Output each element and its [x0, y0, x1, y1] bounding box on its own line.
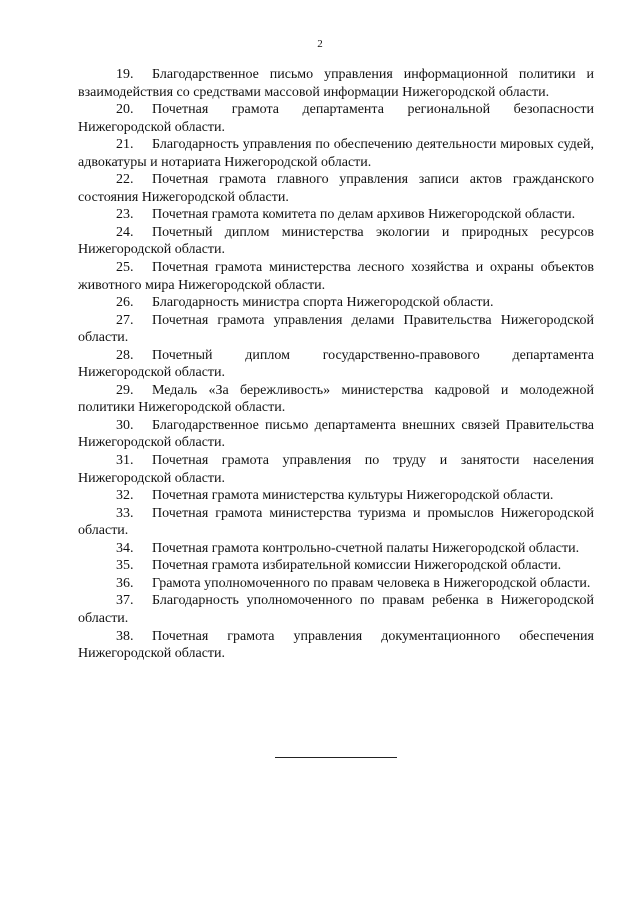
list-item [78, 294, 594, 312]
item-number: 22. [116, 172, 134, 188]
list-item [78, 575, 594, 593]
list-item [78, 101, 594, 136]
item-text: Почетная грамота департамента региональной безопасности Нижегородской области. [78, 102, 594, 135]
item-number: 28. [116, 347, 134, 363]
list-item [78, 171, 594, 206]
item-number: 19. [116, 67, 134, 82]
list-item [78, 312, 594, 347]
item-number: 37. [116, 593, 134, 609]
list-item [78, 136, 594, 171]
item-text: Медаль «За бережливость» министерства кадровой и молодежной политики Нижегородской области. [78, 382, 594, 416]
list-item [78, 382, 594, 417]
item-text: Почетная грамота главного управления записи актов гражданского состояния Нижегородской области. [78, 172, 594, 205]
item-number: 23. [116, 207, 134, 223]
list-item [78, 206, 594, 224]
item-text: Почетная грамота министерства туризма и промыслов Нижегородской области. [78, 505, 594, 539]
item-number: 34. [116, 540, 134, 556]
item-number: 31. [116, 453, 134, 469]
item-text: Почетная грамота управления документационного обеспечения Нижегородской области. [78, 628, 594, 662]
item-number: 27. [116, 312, 134, 328]
end-separator-line [275, 757, 397, 758]
item-number: 36. [116, 575, 134, 591]
item-text: Благодарность министра спорта Нижегородской области. [152, 295, 494, 311]
item-text: Почетный диплом министерства экологии и природных ресурсов Нижегородской области. [78, 224, 594, 258]
item-number: 33. [116, 505, 134, 521]
item-number: 25. [116, 260, 134, 276]
item-number: 38. [116, 628, 134, 644]
list-item [78, 259, 594, 294]
item-number: 29. [116, 382, 134, 398]
item-number: 26. [116, 295, 134, 311]
list-item [78, 224, 594, 259]
list-item [78, 347, 594, 382]
list-item [78, 557, 594, 575]
item-text: Благодарность управления по обеспечению деятельности мировых судей, адвокатуры и нотариата Нижегородской области. [78, 137, 594, 170]
list-item [78, 452, 594, 487]
item-text: Почетная грамота министерства культуры Нижегородской области. [152, 488, 554, 504]
item-text: Благодарственное письмо департамента внешних связей Правительства Нижегородской области. [78, 417, 594, 451]
item-number: 35. [116, 558, 134, 574]
item-text: Почетная грамота управления делами Правительства Нижегородской области. [78, 312, 594, 346]
list-item [78, 417, 594, 452]
list-item [78, 540, 594, 558]
item-text: Благодарность уполномоченного по правам ребенка в Нижегородской области. [78, 593, 594, 626]
item-text: Почетный диплом государственно-правового департамента Нижегородской области. [78, 347, 594, 381]
item-number: 20. [116, 102, 134, 118]
item-text: Благодарственное письмо управления информационной политики и взаимодействия со средствами массовой информации Нижегородской области. [78, 67, 594, 100]
item-text: Почетная грамота министерства лесного хозяйства и охраны объектов животного мира Нижегородской области. [78, 260, 594, 293]
item-number: 32. [116, 488, 134, 504]
item-number: 30. [116, 417, 134, 433]
item-text: Грамота уполномоченного по правам человека в Нижегородской области. [152, 575, 591, 591]
item-text: Почетная грамота избирательной комиссии Нижегородской области. [152, 558, 562, 574]
list-item [78, 66, 594, 101]
item-number: 21. [116, 137, 134, 153]
item-text: Почетная грамота комитета по делам архивов Нижегородской области. [152, 207, 576, 223]
list-item [78, 592, 594, 627]
item-text: Почетная грамота управления по труду и занятости населения Нижегородской области. [78, 453, 594, 486]
list-item [78, 505, 594, 540]
list-item [78, 487, 594, 505]
list-item [78, 628, 594, 663]
item-text: Почетная грамота контрольно-счетной палаты Нижегородской области. [152, 540, 580, 556]
award-list [78, 66, 594, 663]
page-number: 2 [317, 38, 323, 50]
item-number: 24. [116, 224, 134, 240]
